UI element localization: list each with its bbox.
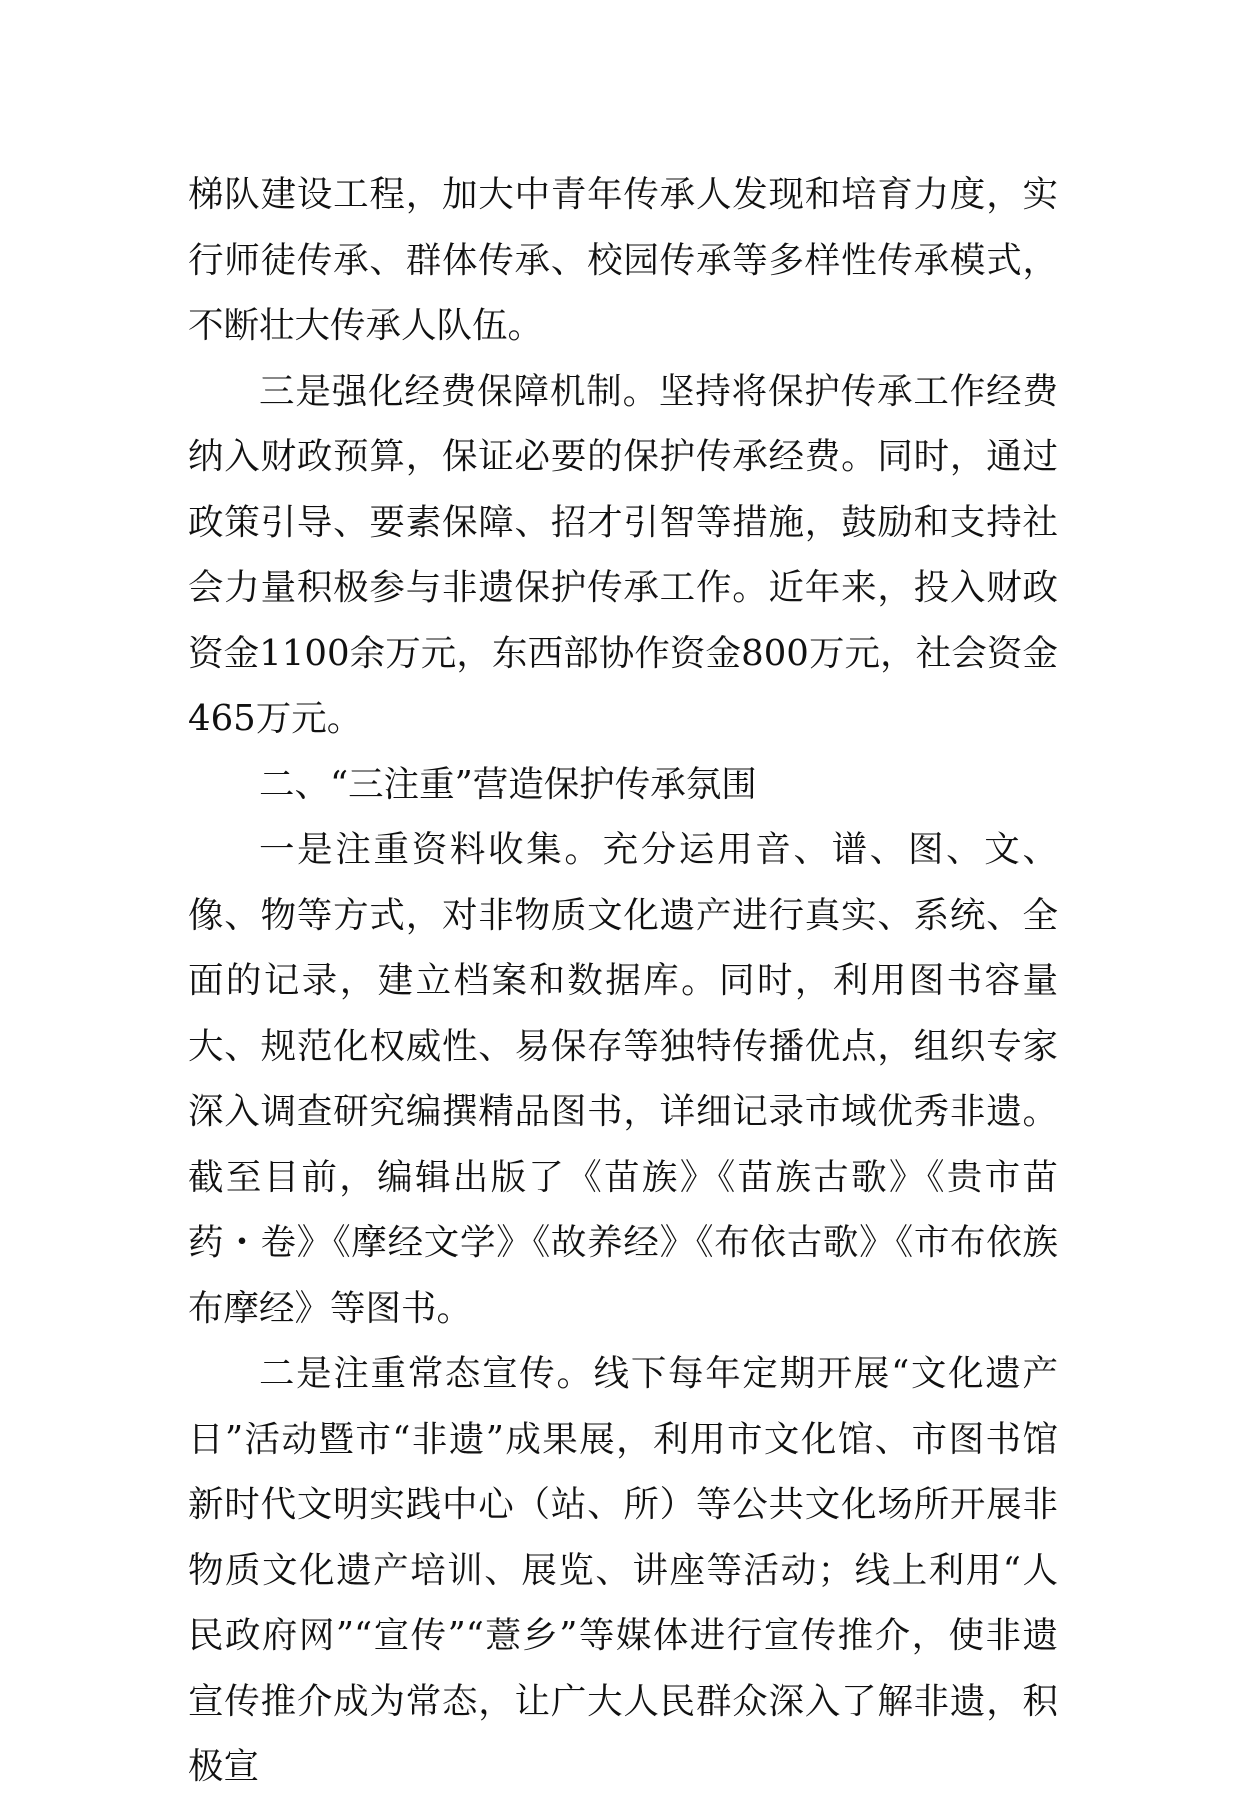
- document-body: [188, 162, 1058, 1800]
- paragraph-funding: 三是强化经费保障机制。坚持将保护传承工作经费纳入财政预算，保证必要的保护传承经费。同时，通过政策引导、要素保障、招才引智等措施，鼓励和支持社会力量积极参与非遗保护传承工作。近年来，投入财政资金1100余万元，东西部协作资金800万元，社会资金465万元。: [188, 370, 1058, 739]
- paragraph-continuation: 梯队建设工程，加大中青年传承人发现和培育力度，实行师徒传承、群体传承、校园传承等多样性传承模式，不断壮大传承人队伍。: [188, 174, 1058, 346]
- paragraph-publicity: 二是注重常态宣传。线下每年定期开展“文化遗产日”活动暨市“非遗”成果展，利用市文化馆、市图书馆新时代文明实践中心（站、所）等公共文化场所开展非物质文化遗产培训、展览、讲座等活动；线上利用“人民政府网”“宣传”“薏乡”等媒体进行宣传推介，使非遗宣传推介成为常态，让广大人民群众深入了解非遗，积极宣: [188, 1353, 1058, 1787]
- section-heading: 二、“三注重”营造保护传承氛围: [259, 763, 757, 805]
- paragraph-data-collection: 一是注重资料收集。充分运用音、谱、图、文、像、物等方式，对非物质文化遗产进行真实、系统、全面的记录，建立档案和数据库。同时，利用图书容量大、规范化权威性、易保存等独特传播优点，组织专家深入调查研究编撰精品图书，详细记录市域优秀非遗。截至目前，编辑出版了《苗族》《苗族古歌》《贵市苗药・卷》《摩经文学》《故养经》《布依古歌》《市布依族布摩经》等图书。: [188, 829, 1058, 1329]
